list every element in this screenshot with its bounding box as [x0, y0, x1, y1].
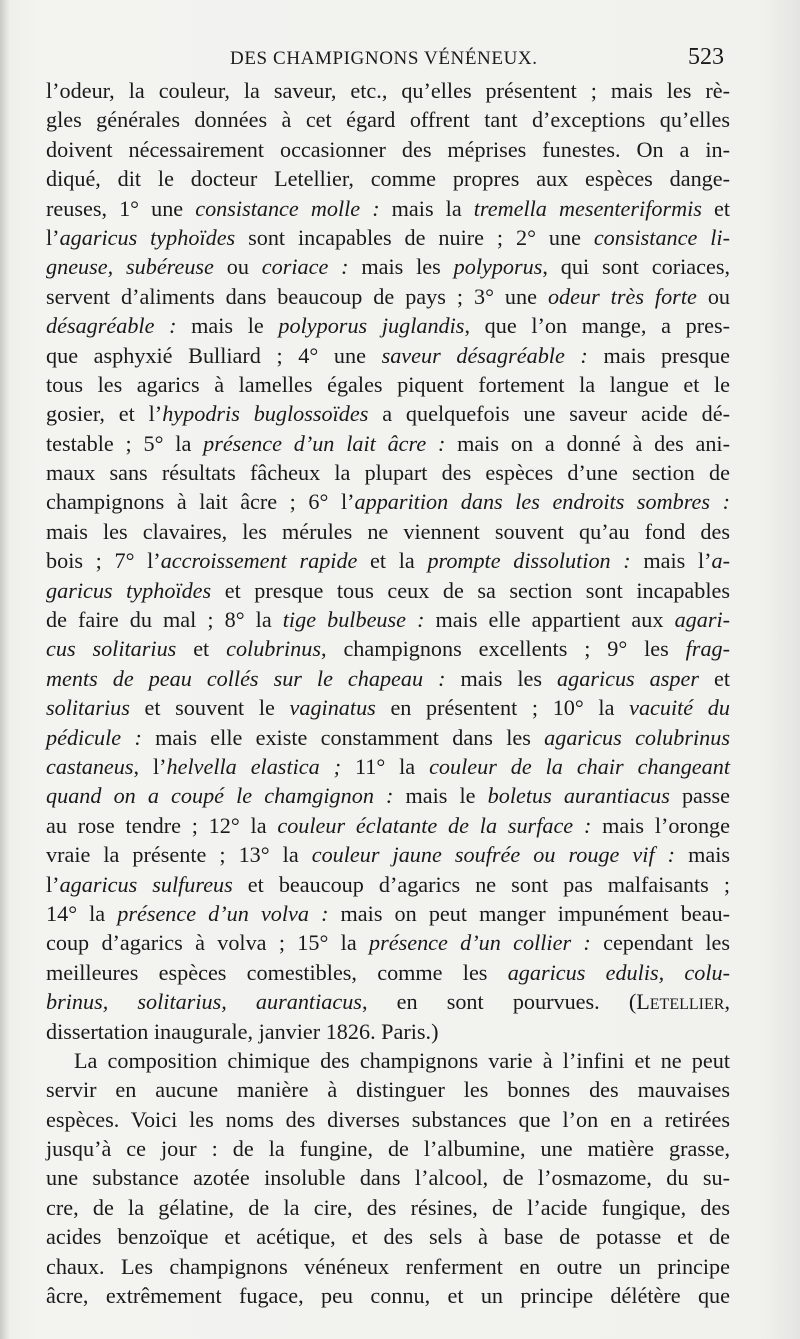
italic-segment: accroissement rapide	[160, 548, 358, 574]
text-line	[46, 870, 730, 899]
text-line	[46, 781, 730, 810]
text-line	[46, 458, 730, 487]
italic-segment: couleur de la chair changeant	[429, 753, 731, 779]
italic-segment: helvella elastica ;	[166, 753, 342, 779]
text-line	[46, 1105, 730, 1134]
text-line	[46, 1017, 730, 1046]
text-segment: bois ; 7° l’	[46, 548, 161, 574]
italic-segment: désagréable :	[46, 313, 177, 339]
italic-segment: agaricus sulfureus	[59, 871, 233, 897]
text-line	[46, 928, 730, 957]
text-segment: dissertation inaugurale, janvier 1826. Paris.)	[46, 1018, 439, 1044]
italic-segment: pédicule :	[46, 724, 142, 750]
text-segment: mais	[675, 842, 730, 868]
text-segment: servir en aucune manière à distinguer les bonnes des mauvaises	[46, 1077, 730, 1103]
text-line	[46, 576, 730, 605]
italic-segment: hypodris buglossoïdes	[162, 401, 369, 427]
text-segment: mais presque	[587, 342, 730, 368]
text-segment: gles générales données à cet égard offrent tant d’exceptions qu’elles	[46, 107, 730, 133]
text-segment: doivent nécessairement occasionner des méprises funestes. On a in-	[46, 136, 730, 162]
text-line	[46, 1134, 730, 1163]
italic-segment: consistance li-	[593, 224, 730, 250]
text-line	[46, 1222, 730, 1251]
italic-segment: frag-	[685, 636, 731, 662]
text-segment: l’	[46, 871, 60, 897]
text-line	[46, 605, 730, 634]
text-line	[46, 1281, 730, 1310]
text-segment: jusqu’à ce jour : de la fungine, de l’albumine, une matière grasse,	[46, 1136, 730, 1162]
text-line	[46, 311, 730, 340]
text-segment: vraie la présente ; 13° la	[46, 842, 312, 868]
italic-segment: agaricus edulis, colu-	[507, 959, 731, 985]
italic-segment: a-	[711, 548, 730, 574]
text-segment: gosier, et l’	[46, 401, 163, 427]
italic-segment: colubrinus	[226, 636, 322, 662]
text-line	[46, 840, 730, 869]
text-line	[46, 164, 730, 193]
italic-segment: vacuité du	[629, 695, 730, 721]
text-segment: et	[701, 195, 731, 221]
text-segment: 14° la	[46, 900, 118, 926]
italic-segment: couleur jaune soufrée ou rouge vif :	[311, 842, 676, 868]
running-head	[0, 44, 800, 74]
text-segment: acides benzoïque et acétique, et des sels à base de potasse et de	[46, 1224, 730, 1250]
text-line	[46, 899, 730, 928]
text-segment: et souvent le	[129, 695, 290, 721]
italic-segment: odeur très forte	[547, 283, 697, 309]
text-line	[46, 693, 730, 722]
text-segment: sont incapables de nuire ; 2° une	[235, 224, 594, 250]
text-line	[46, 135, 730, 164]
text-segment: , l’	[133, 753, 167, 779]
text-line	[46, 1193, 730, 1222]
italic-segment: castaneus	[46, 753, 134, 779]
text-segment: âcre, extrêmement fugace, peu connu, et un principe délétère que	[46, 1283, 730, 1309]
text-segment: , champignons excellents ; 9° les	[321, 636, 686, 662]
text-segment: maux sans résultats fâcheux la plupart des espèces d’une section de	[46, 460, 730, 486]
text-segment: et	[699, 665, 731, 691]
text-segment: mais on a donné à des ani-	[445, 430, 730, 456]
italic-segment: vaginatus	[289, 695, 376, 721]
italic-segment: cus solitarius	[46, 636, 177, 662]
italic-segment: présence d’un collier :	[369, 930, 591, 956]
text-line	[46, 105, 730, 134]
text-segment: a quelquefois une saveur acide dé-	[368, 401, 730, 427]
text-line	[46, 223, 730, 252]
text-line	[46, 987, 730, 1016]
text-segment: , en sont pourvues. (	[361, 989, 637, 1015]
text-line	[46, 487, 730, 516]
text-line	[46, 252, 730, 281]
text-segment: mais les	[445, 665, 558, 691]
text-segment: coup d’agarics à volva ; 15° la	[46, 930, 370, 956]
italic-segment: polyporus juglandis	[278, 313, 465, 339]
text-line	[46, 370, 730, 399]
small-caps-segment: Letellier	[636, 989, 725, 1015]
text-segment: mais le	[393, 783, 488, 809]
italic-segment: brinus, solitarius, aurantiacus	[46, 989, 362, 1015]
text-segment: mais le	[176, 313, 279, 339]
text-segment: testable ; 5° la	[46, 430, 204, 456]
text-segment: reuses, 1° une	[46, 195, 196, 221]
text-line	[46, 1163, 730, 1192]
italic-segment: agaricus typhoïdes	[59, 224, 236, 250]
italic-segment: quand on a coupé le chamgignon :	[46, 783, 394, 809]
text-line	[46, 958, 730, 987]
text-segment: en présentent ; 10° la	[375, 695, 630, 721]
page-number: 523	[688, 44, 724, 70]
running-title: DES CHAMPIGNONS VÉNÉNEUX.	[230, 48, 538, 69]
italic-segment: consistance molle :	[195, 195, 380, 221]
text-segment: une substance azotée insoluble dans l’alcool, de l’osmazome, du su-	[46, 1165, 730, 1191]
italic-segment: agaricus asper	[557, 665, 699, 691]
text-segment: mais la	[379, 195, 474, 221]
italic-segment: prompte dissolution :	[427, 548, 631, 574]
italic-segment: polyporus	[453, 254, 543, 280]
text-segment: champignons à lait âcre ; 6° l’	[46, 489, 355, 515]
text-segment: chaux. Les champignons vénéneux renferment en outre un principe	[46, 1253, 730, 1279]
text-segment: cre, de la gélatine, de la cire, des résines, de l’acide fungique, des	[46, 1194, 730, 1220]
text-line	[46, 634, 730, 663]
text-segment: de faire du mal ; 8° la	[46, 607, 283, 633]
text-segment: mais l’oronge	[591, 812, 731, 838]
text-segment: La composition chimique des champignons varie à l’infini et ne peut	[74, 1047, 730, 1073]
italic-segment: tremella mesenteriformis	[473, 195, 702, 221]
text-segment: espèces. Voici les noms des diverses substances que l’on en a retirées	[46, 1106, 730, 1132]
italic-segment: apparition dans les endroits sombres :	[354, 489, 730, 515]
italic-segment: présence d’un lait âcre :	[203, 430, 446, 456]
text-segment: mais les	[348, 254, 454, 280]
text-line	[46, 399, 730, 428]
text-segment: et presque tous ceux de sa section sont incapables	[211, 577, 730, 603]
italic-segment: agaricus colubrinus	[544, 724, 730, 750]
text-segment: cependant les	[590, 930, 730, 956]
text-segment: au rose tendre ; 12° la	[46, 812, 278, 838]
italic-segment: présence d’un volva :	[117, 900, 329, 926]
text-segment: tous les agarics à lamelles égales piquent fortement la langue et le	[46, 371, 730, 397]
italic-segment: solitarius	[46, 695, 130, 721]
italic-segment: coriace :	[261, 254, 349, 280]
italic-segment: boletus aurantiacus	[487, 783, 670, 809]
text-line	[46, 282, 730, 311]
text-line	[46, 517, 730, 546]
text-segment: ,	[724, 989, 730, 1015]
italic-segment: tige bulbeuse :	[282, 607, 425, 633]
text-segment: ou	[696, 283, 731, 309]
text-line	[46, 664, 730, 693]
text-segment: 11° la	[341, 753, 430, 779]
text-segment: et la	[357, 548, 428, 574]
text-line	[46, 194, 730, 223]
text-line	[46, 811, 730, 840]
italic-segment: couleur éclatante de la surface :	[277, 812, 592, 838]
text-segment: mais les clavaires, les mérules ne viennent souvent qu’au fond des	[46, 518, 730, 544]
italic-segment: saveur désagréable :	[381, 342, 588, 368]
text-segment: l’	[46, 224, 60, 250]
text-line	[46, 76, 730, 105]
text-line	[46, 1075, 730, 1104]
text-line	[46, 723, 730, 752]
body-text	[46, 76, 730, 1310]
text-line	[46, 341, 730, 370]
italic-segment: gneuse, subéreuse	[46, 254, 214, 280]
text-segment: et beaucoup d’agarics ne sont pas malfaisants ;	[232, 871, 730, 897]
text-segment: passe	[669, 783, 731, 809]
text-segment: et	[176, 636, 227, 662]
text-segment: mais elle existe constamment dans les	[141, 724, 545, 750]
text-segment: meilleures espèces comestibles, comme les	[46, 959, 508, 985]
text-line	[46, 546, 730, 575]
text-segment: ou	[213, 254, 262, 280]
italic-segment: garicus typhoïdes	[46, 577, 212, 603]
text-segment: diqué, dit le docteur Letellier, comme propres aux espèces dange-	[46, 166, 730, 192]
italic-segment: agari-	[674, 607, 731, 633]
text-line	[46, 429, 730, 458]
text-line	[46, 1046, 730, 1075]
text-segment: , que l’on mange, a pres-	[464, 313, 730, 339]
italic-segment: ments de peau collés sur le chapeau :	[46, 665, 446, 691]
text-segment: que asphyxié Bulliard ; 4° une	[46, 342, 382, 368]
text-segment: , qui sont coriaces,	[542, 254, 730, 280]
text-line	[46, 752, 730, 781]
text-segment: l’odeur, la couleur, la saveur, etc., qu’elles présentent ; mais les rè-	[46, 78, 730, 103]
text-segment: mais elle appartient aux	[424, 607, 675, 633]
text-segment: mais l’	[630, 548, 712, 574]
text-segment: mais on peut manger impunément beau-	[328, 900, 730, 926]
text-line	[46, 1252, 730, 1281]
text-segment: servent d’aliments dans beaucoup de pays ; 3° une	[46, 283, 548, 309]
